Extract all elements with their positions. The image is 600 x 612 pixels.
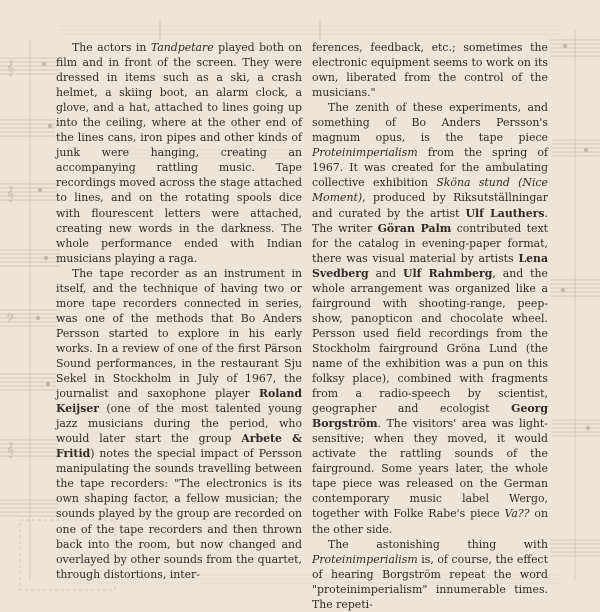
italic-title: Tandpetare bbox=[150, 41, 214, 54]
text-run: The tape recorder as an instrument in itself, and the technique of having two or more tape recorders connected in series, was one of the methods that Bo Anders Persson started to explore in his early works. In a review of one of the first Pärson Sound performances, in the restaurant Sju Sekel in Stockholm in July of 1967, the journalist and saxophone player bbox=[56, 266, 302, 401]
bold-name: Ulf Rahmberg bbox=[403, 266, 493, 280]
text-run: , and the whole arrangement was organized like a fairground with shooting-range, peep-show, panopticon and chocolate wheel. Persson used field recordings from the Stockholm fairground Gröna Lund (the name of the exhibition was a pun on this folksy place), combined with fragments from a radio-speech by scientist, geographer and ecologist bbox=[312, 266, 549, 416]
italic-title: Proteinimperialism bbox=[312, 146, 418, 160]
text-run: and bbox=[368, 266, 404, 280]
text-run: , produced by Riksutställningar and curated by the artist bbox=[312, 191, 548, 220]
bold-name: Göran Palm bbox=[377, 221, 452, 235]
text-run: from the spring of 1967. It was created for the ambulating collective exhibition bbox=[312, 146, 548, 190]
italic-title: Sköna stund (Nice Moment) bbox=[312, 176, 548, 205]
bold-name: Ulf Lauthers bbox=[465, 206, 545, 220]
text-run: ) notes the special impact of Persson manipulating the sounds travelling between the tape recorders: "The electronics is its own shaping factor, a fellow musician; the sounds played by the group are recorded on one of the tape recorders and then thrown back into the room, but now changed and overlayed by other sounds from the quartet, through distortions, inter- bbox=[56, 447, 302, 581]
clef-glyph: 𝄞 bbox=[6, 442, 15, 458]
paragraph bbox=[312, 537, 548, 612]
bold-name: Georg Borgström bbox=[312, 402, 548, 431]
text-run: (one of the most talented young jazz musicians during the period, who would later start the group bbox=[56, 402, 302, 446]
text-run: . The writer bbox=[312, 206, 548, 235]
left-column bbox=[56, 40, 302, 582]
paragraph bbox=[312, 40, 548, 100]
text-run: is, of course, the effect of hearing Borgström repeat the word "proteinimperialism" innumerable times. The repeti- bbox=[312, 552, 548, 611]
text-run: The actors in bbox=[72, 41, 151, 54]
bold-name: Roland Keijser bbox=[56, 387, 302, 416]
clef-glyph: 𝄞 bbox=[6, 186, 15, 202]
clef-glyph: 𝄢 bbox=[6, 312, 16, 328]
paragraph bbox=[312, 100, 548, 536]
paragraph bbox=[56, 40, 302, 266]
clef-glyph: 𝄞 bbox=[6, 60, 15, 76]
right-column bbox=[312, 40, 548, 612]
text-run: ferences, feedback, etc.; sometimes the electronic equipment seems to work on its own, liberated from the control of the musicians." bbox=[312, 41, 548, 100]
text-run: The zenith of these experiments, and something of Bo Anders Persson's magnum opus, is the tape piece bbox=[312, 101, 548, 145]
text-run: played both on film and in front of the screen. They were dressed in items such as a ski, a crash helmet, a skiing boot, an alarm clock, a glove, and a hat, attached to lines going up into the ceiling, where at the other end of the lines cans, iron pipes and other kinds of junk were hanging, creating an accompanying rattling music. Tape recordings moved across the stage attached to lines, and on the rotating spools dice with flourescent letters were attached, creating new words in the darkness. The whole performance ended with Indian musicians playing a raga. bbox=[56, 41, 302, 265]
italic-title: Proteinimperialism bbox=[312, 552, 418, 566]
text-run: . The visitors' area was light-sensitive; when they moved, it would activate the rattling sounds of the fairground. Some years later, the whole tape piece was released on the German contemporary music label Wergo, together with Folke Rabe's piece bbox=[312, 417, 548, 521]
text-run: on the other side. bbox=[312, 507, 548, 536]
bold-name: Lena Svedberg bbox=[312, 251, 548, 280]
text-run: contributed text for the catalog in evening-paper format, there was visual material by artists bbox=[312, 221, 548, 265]
text-run: The astonishing thing with bbox=[328, 537, 548, 551]
bold-name: Arbete & Fritid bbox=[56, 432, 302, 461]
italic-title: Va?? bbox=[504, 507, 530, 521]
paragraph bbox=[56, 266, 302, 582]
